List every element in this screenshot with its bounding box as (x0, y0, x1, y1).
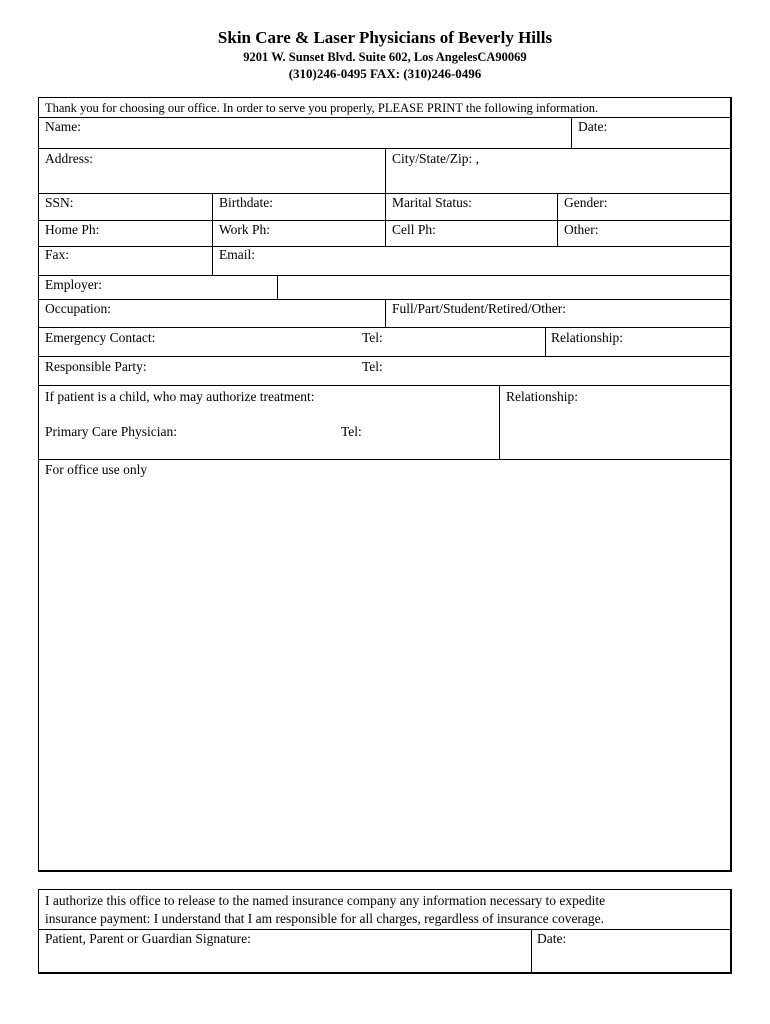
divider (39, 459, 730, 460)
employer-field[interactable]: Employer: (45, 277, 102, 292)
name-field[interactable]: Name: (45, 119, 81, 134)
divider (557, 193, 558, 247)
authorization-text-line1: I authorize this office to release to the named insurance company any information necessary to expedite (45, 893, 606, 908)
divider (39, 929, 730, 930)
divider (277, 275, 278, 300)
child-relationship-field[interactable]: Relationship: (506, 389, 578, 404)
responsible-tel-field[interactable]: Tel: (362, 359, 383, 374)
clinic-name: Skin Care & Laser Physicians of Beverly Hills (217, 28, 553, 47)
child-authorize-field[interactable]: If patient is a child, who may authorize treatment: (45, 389, 315, 404)
signature-field[interactable]: Patient, Parent or Guardian Signature: (45, 931, 251, 946)
divider (39, 275, 730, 276)
fax-field[interactable]: Fax: (45, 247, 70, 262)
divider (385, 193, 386, 247)
date-field[interactable]: Date: (578, 119, 608, 134)
marital-status-field[interactable]: Marital Status: (392, 195, 472, 210)
authorization-section (38, 889, 732, 974)
gender-field[interactable]: Gender: (564, 195, 608, 210)
occupation-field[interactable]: Occupation: (45, 301, 111, 316)
divider (39, 385, 730, 386)
divider (39, 117, 730, 118)
divider (39, 356, 730, 357)
employment-status-field[interactable]: Full/Part/Student/Retired/Other: (392, 301, 566, 316)
divider (499, 385, 500, 460)
divider (545, 327, 546, 357)
birthdate-field[interactable]: Birthdate: (219, 195, 273, 210)
patient-info-form (38, 97, 732, 872)
other-phone-field[interactable]: Other: (564, 222, 599, 237)
form-intro: Thank you for choosing our office. In order to serve you properly, PLEASE PRINT the following information. (45, 101, 599, 115)
emergency-contact-field[interactable]: Emergency Contact: (45, 330, 156, 345)
ssn-field[interactable]: SSN: (45, 195, 74, 210)
work-phone-field[interactable]: Work Ph: (219, 222, 271, 237)
clinic-address: 9201 W. Sunset Blvd. Suite 602, Los AngelesCA90069 (243, 50, 527, 64)
address-field[interactable]: Address: (45, 151, 93, 166)
emergency-relationship-field[interactable]: Relationship: (551, 330, 623, 345)
home-phone-field[interactable]: Home Ph: (45, 222, 100, 237)
clinic-phone: (310)246-0495 FAX: (310)246-0496 (288, 66, 482, 81)
primary-care-field[interactable]: Primary Care Physician: (45, 424, 177, 439)
divider (385, 299, 386, 328)
responsible-party-field[interactable]: Responsible Party: (45, 359, 147, 374)
signature-date-field[interactable]: Date: (537, 931, 567, 946)
cell-phone-field[interactable]: Cell Ph: (392, 222, 436, 237)
divider (385, 148, 386, 194)
authorization-text-line2: insurance payment: I understand that I am responsible for all charges, regardless of insurance coverage. (45, 911, 605, 926)
office-use-label: For office use only (45, 462, 148, 477)
divider (571, 117, 572, 149)
divider (531, 929, 532, 973)
divider (212, 193, 213, 276)
email-field[interactable]: Email: (219, 247, 255, 262)
emergency-tel-field[interactable]: Tel: (362, 330, 383, 345)
city-state-zip-field[interactable]: City/State/Zip: , (392, 151, 479, 166)
primary-care-tel-field[interactable]: Tel: (341, 424, 362, 439)
